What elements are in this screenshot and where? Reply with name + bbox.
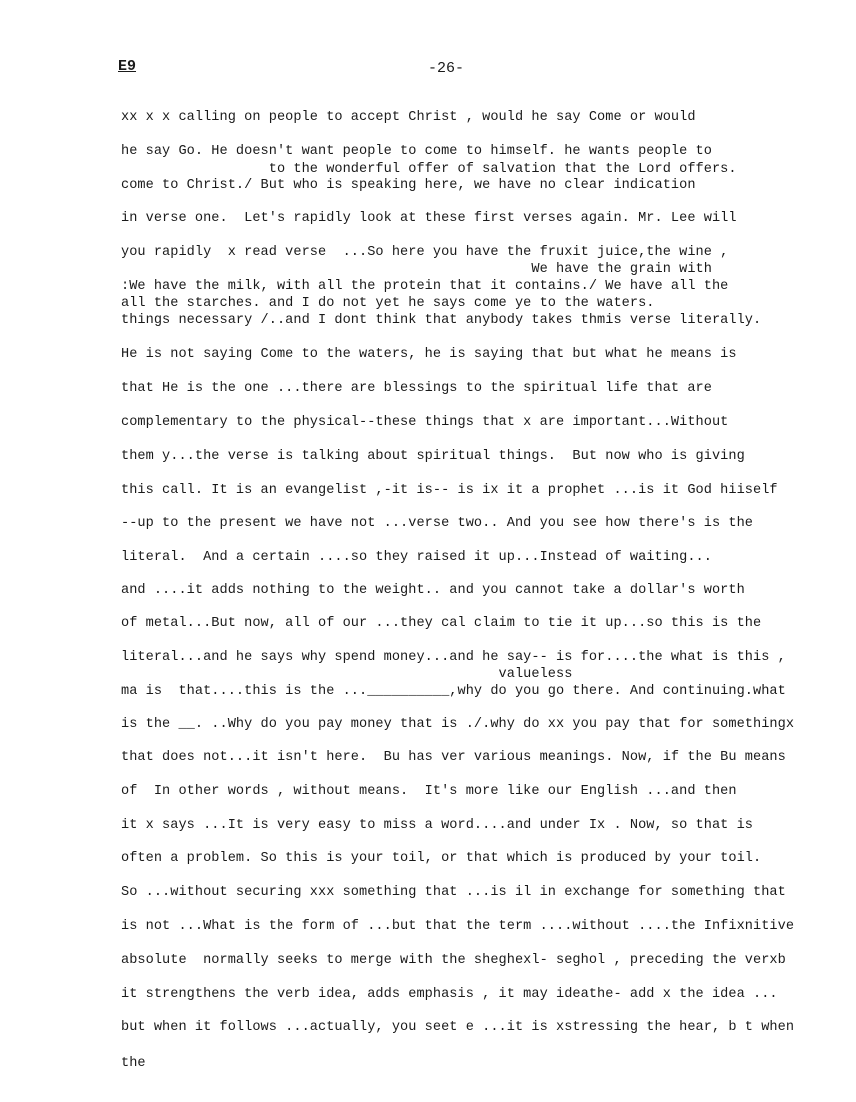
text-line: the <box>121 1056 146 1071</box>
text-line: complementary to the physical--these things that x are important...Without <box>121 415 729 430</box>
text-line: valueless <box>121 667 573 682</box>
text-line: that does not...it isn't here. Bu has ver various meanings. Now, if the Bu means <box>121 750 786 765</box>
text-line: He is not saying Come to the waters, he is saying that but what he means is <box>121 347 737 362</box>
text-line: all the starches. and I do not yet he says come ye to the waters. <box>121 296 655 311</box>
text-line: that He is the one ...there are blessings to the spiritual life that are <box>121 381 712 396</box>
text-line: of metal...But now, all of our ...they cal claim to tie it up...so this is the <box>121 616 762 631</box>
text-line: often a problem. So this is your toil, or that which is produced by your toil. <box>121 851 762 866</box>
text-line: and ....it adds nothing to the weight.. and you cannot take a dollar's worth <box>121 583 745 598</box>
text-line: he say Go. He doesn't want people to come to himself. he wants people to <box>121 144 712 159</box>
text-line: literal...and he says why spend money...and he say-- is for....the what is this , <box>121 650 786 665</box>
text-line: come to Christ./ But who is speaking here, we have no clear indication <box>121 178 696 193</box>
text-line: you rapidly x read verse ...So here you have the fruxit juice,the wine , <box>121 245 729 260</box>
text-line: them y...the verse is talking about spiritual things. But now who is giving <box>121 449 745 464</box>
page-mark: E9 <box>118 58 137 75</box>
text-line: ma is that....this is the ...__________,why do you go there. And continuing.what <box>121 684 786 699</box>
text-line: absolute normally seeks to merge with the sheghexl- seghol , preceding the verxb <box>121 953 786 968</box>
text-line: this call. It is an evangelist ,-it is-- is ix it a prophet ...is it God hiiself <box>121 483 778 498</box>
text-line: of In other words , without means. It's more like our English ...and then <box>121 784 737 799</box>
text-line: is the __. ..Why do you pay money that is ./.why do xx you pay that for somethingx <box>121 717 795 732</box>
text-line: :We have the milk, with all the protein that it contains./ We have all the <box>121 279 729 294</box>
text-line: in verse one. Let's rapidly look at these first verses again. Mr. Lee will <box>121 211 737 226</box>
text-line: We have the grain with <box>121 262 712 277</box>
text-line: to the wonderful offer of salvation that the Lord offers. <box>121 162 737 177</box>
page-number: -26- <box>428 60 465 77</box>
text-line: things necessary /..and I dont think that anybody takes thmis verse literally. <box>121 313 762 328</box>
text-line: it strengthens the verb idea, adds emphasis , it may ideathe- add x the idea ... <box>121 987 778 1002</box>
text-line: So ...without securing xxx something that ...is il in exchange for something that <box>121 885 786 900</box>
text-line: but when it follows ...actually, you seet e ...it is xstressing the hear, b t when <box>121 1020 795 1035</box>
text-line: xx x x calling on people to accept Christ , would he say Come or would <box>121 110 696 125</box>
text-line: literal. And a certain ....so they raised it up...Instead of waiting... <box>121 550 712 565</box>
text-line: --up to the present we have not ...verse two.. And you see how there's is the <box>121 516 753 531</box>
text-line: it x says ...It is very easy to miss a word....and under Ix . Now, so that is <box>121 818 753 833</box>
text-line: is not ...What is the form of ...but that the term ....without ....the Infixnitive <box>121 919 795 934</box>
